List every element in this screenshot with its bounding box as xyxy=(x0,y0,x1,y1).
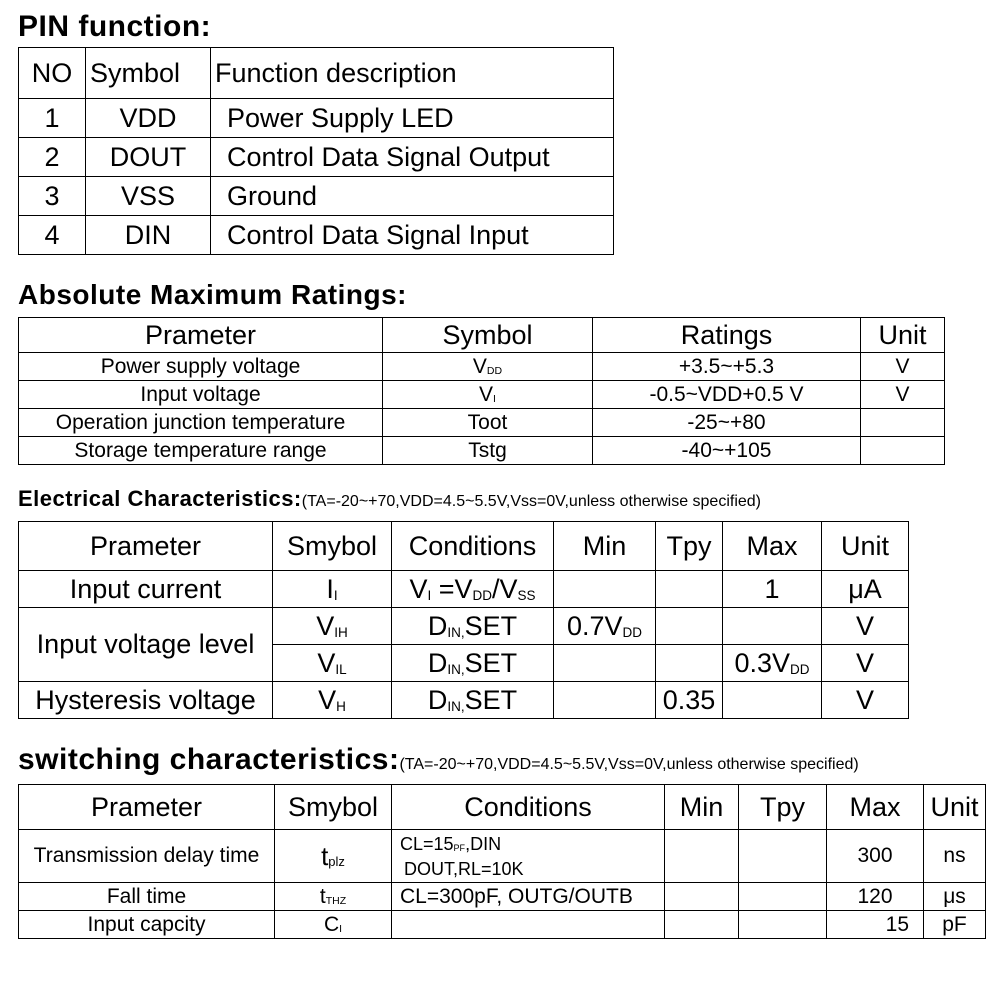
unit-cell: μA xyxy=(822,571,909,608)
header-cell: Unit xyxy=(861,318,945,353)
symbol-cell: II xyxy=(273,571,392,608)
conditions-cell: DIN,SET xyxy=(392,608,554,645)
min-cell xyxy=(665,911,739,939)
header-cell: Min xyxy=(665,785,739,830)
header-cell: Function description xyxy=(211,48,614,99)
header-cell: Conditions xyxy=(392,785,665,830)
pin-symbol: DIN xyxy=(86,216,211,255)
typ-cell xyxy=(739,883,827,911)
table-row xyxy=(19,216,614,255)
header-cell: Smybol xyxy=(273,522,392,571)
unit-cell: pF xyxy=(924,911,986,939)
pin-no: 4 xyxy=(19,216,86,255)
header-cell: Unit xyxy=(924,785,986,830)
table-row xyxy=(19,138,614,177)
header-cell: Prameter xyxy=(19,318,383,353)
table-row xyxy=(19,682,909,719)
param-cell: Input current xyxy=(19,571,273,608)
header-cell: Prameter xyxy=(19,785,275,830)
min-cell: 0.7VDD xyxy=(554,608,656,645)
typ-cell xyxy=(656,645,723,682)
symbol-cell: VIH xyxy=(273,608,392,645)
table-row xyxy=(19,571,909,608)
param-cell: Input voltage xyxy=(19,381,383,409)
header-cell: Min xyxy=(554,522,656,571)
min-cell xyxy=(665,883,739,911)
table-row xyxy=(19,608,909,645)
param-cell: Storage temperature range xyxy=(19,437,383,465)
param-cell: Operation junction temperature xyxy=(19,409,383,437)
max-cell: 15 xyxy=(827,911,924,939)
electrical-table xyxy=(18,521,909,719)
electrical-title xyxy=(18,486,761,512)
table-header-row xyxy=(19,785,986,830)
switching-title xyxy=(18,743,859,777)
pin-desc: Control Data Signal Output xyxy=(211,138,614,177)
symbol-cell: VDD xyxy=(383,353,593,381)
conditions-cell xyxy=(392,911,665,939)
pin-symbol: VDD xyxy=(86,99,211,138)
param-cell: Transmission delay time xyxy=(19,830,275,883)
header-cell: NO xyxy=(19,48,86,99)
max-cell: 0.3VDD xyxy=(723,645,822,682)
rating-cell: -0.5~VDD+0.5 V xyxy=(593,381,861,409)
symbol-cell: tTHZ xyxy=(275,883,392,911)
switching-table xyxy=(18,784,986,939)
unit-cell xyxy=(861,437,945,465)
max-cell: 300 xyxy=(827,830,924,883)
min-cell xyxy=(665,830,739,883)
table-row xyxy=(19,830,986,883)
symbol-cell: VH xyxy=(273,682,392,719)
switching-note: (TA=-20~+70,VDD=4.5~5.5V,Vss=0V,unless otherwise specified) xyxy=(399,756,859,773)
unit-cell: V xyxy=(861,353,945,381)
table-row xyxy=(19,353,945,381)
abs-max-table xyxy=(18,317,945,465)
conditions-line: CL=15PF,DIN xyxy=(400,833,502,854)
pin-desc: Power Supply LED xyxy=(211,99,614,138)
max-cell: 1 xyxy=(723,571,822,608)
min-cell xyxy=(554,645,656,682)
pin-function-title: PIN function: xyxy=(18,10,212,43)
conditions-cell: CL=300pF, OUTG/OUTB xyxy=(392,883,665,911)
symbol-cell: VI xyxy=(383,381,593,409)
abs-max-title: Absolute Maximum Ratings: xyxy=(18,279,407,310)
param-cell: Input capcity xyxy=(19,911,275,939)
conditions-line: DOUT,RL=10K xyxy=(404,858,524,879)
symbol-cell: tplz xyxy=(275,830,392,883)
pin-desc: Ground xyxy=(211,177,614,216)
table-row xyxy=(19,99,614,138)
param-cell: Hysteresis voltage xyxy=(19,682,273,719)
table-row xyxy=(19,911,986,939)
conditions-cell: DIN,SET xyxy=(392,645,554,682)
min-cell xyxy=(554,682,656,719)
table-row xyxy=(19,883,986,911)
conditions-cell xyxy=(392,830,665,883)
symbol-cell: CI xyxy=(275,911,392,939)
header-cell: Ratings xyxy=(593,318,861,353)
max-cell xyxy=(723,682,822,719)
header-cell: Symbol xyxy=(383,318,593,353)
symbol-cell: Toot xyxy=(383,409,593,437)
header-cell: Max xyxy=(827,785,924,830)
max-cell xyxy=(723,608,822,645)
param-cell: Power supply voltage xyxy=(19,353,383,381)
pin-symbol: DOUT xyxy=(86,138,211,177)
unit-cell: μs xyxy=(924,883,986,911)
pin-no: 2 xyxy=(19,138,86,177)
symbol-cell: VIL xyxy=(273,645,392,682)
switching-title-text: switching characteristics: xyxy=(18,743,400,776)
unit-cell: ns xyxy=(924,830,986,883)
param-cell: Input voltage level xyxy=(19,608,273,682)
table-row xyxy=(19,381,945,409)
header-cell: Tpy xyxy=(739,785,827,830)
typ-cell xyxy=(739,911,827,939)
typ-cell xyxy=(739,830,827,883)
typ-cell: 0.35 xyxy=(656,682,723,719)
unit-cell: V xyxy=(822,608,909,645)
header-cell: Tpy xyxy=(656,522,723,571)
conditions-cell: DIN,SET xyxy=(392,682,554,719)
header-cell: Smybol xyxy=(275,785,392,830)
pin-no: 3 xyxy=(19,177,86,216)
typ-cell xyxy=(656,571,723,608)
unit-cell: V xyxy=(822,682,909,719)
pin-no: 1 xyxy=(19,99,86,138)
rating-cell: -40~+105 xyxy=(593,437,861,465)
min-cell xyxy=(554,571,656,608)
table-row xyxy=(19,437,945,465)
unit-cell: V xyxy=(822,645,909,682)
electrical-note: (TA=-20~+70,VDD=4.5~5.5V,Vss=0V,unless otherwise specified) xyxy=(301,493,762,510)
conditions-cell: VI =VDD/VSS xyxy=(392,571,554,608)
header-cell: Conditions xyxy=(392,522,554,571)
table-row xyxy=(19,409,945,437)
table-header-row xyxy=(19,318,945,353)
unit-cell xyxy=(861,409,945,437)
pin-function-table xyxy=(18,47,614,255)
symbol-cell: Tstg xyxy=(383,437,593,465)
header-cell: Prameter xyxy=(19,522,273,571)
header-cell: Unit xyxy=(822,522,909,571)
unit-cell: V xyxy=(861,381,945,409)
param-cell: Fall time xyxy=(19,883,275,911)
header-cell: Symbol xyxy=(86,48,211,99)
table-header-row xyxy=(19,522,909,571)
table-row xyxy=(19,177,614,216)
pin-symbol: VSS xyxy=(86,177,211,216)
header-cell: Max xyxy=(723,522,822,571)
rating-cell: +3.5~+5.3 xyxy=(593,353,861,381)
electrical-title-text: Electrical Characteristics: xyxy=(18,486,302,511)
max-cell: 120 xyxy=(827,883,924,911)
typ-cell xyxy=(656,608,723,645)
pin-desc: Control Data Signal Input xyxy=(211,216,614,255)
table-header-row xyxy=(19,48,614,99)
rating-cell: -25~+80 xyxy=(593,409,861,437)
